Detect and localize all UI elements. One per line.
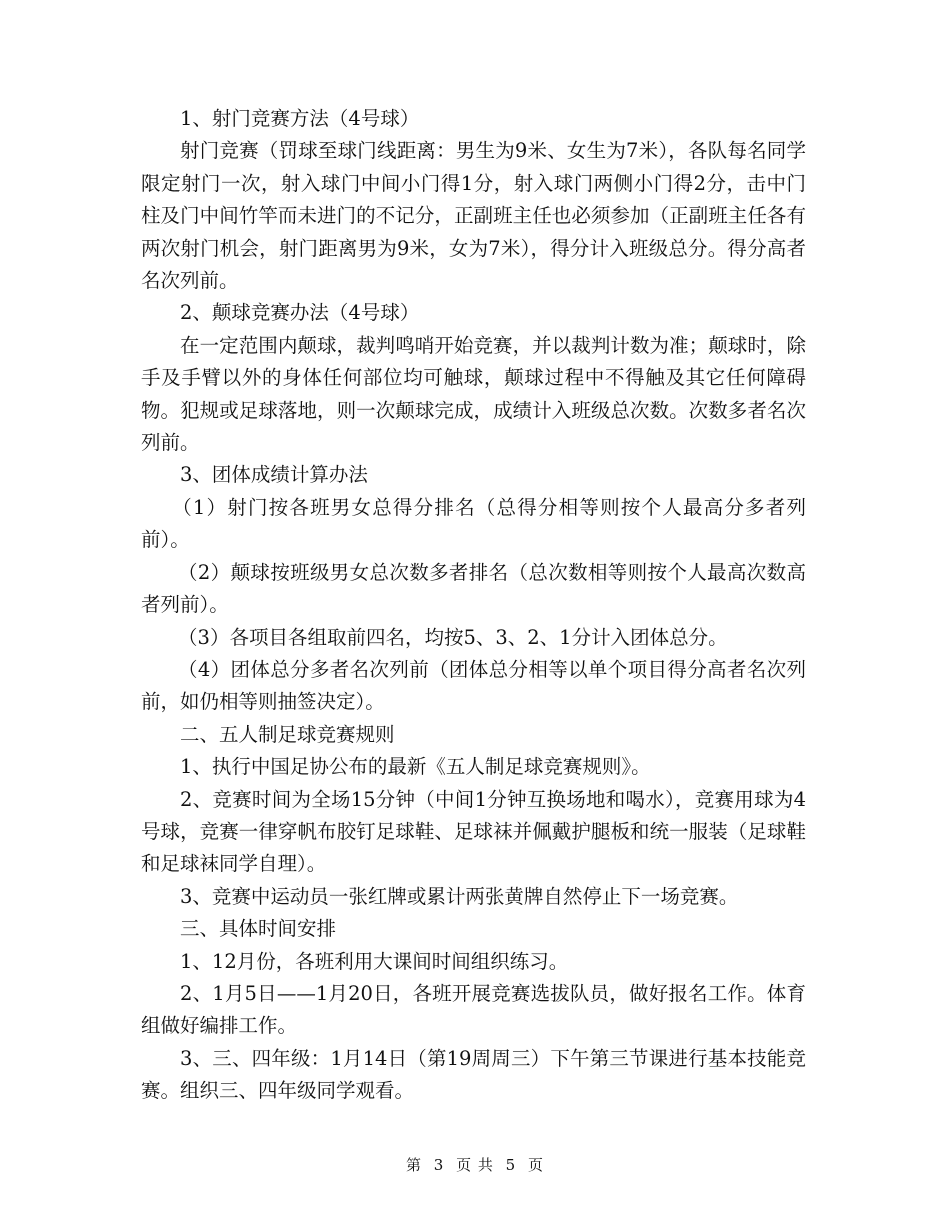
footer-prefix: 第 [405,1156,422,1174]
schedule-item-3: 3、三、四年级：1月14日（第19周周三）下午第三节课进行基本技能竞赛。组织三、四年级同学观看。 [141,1046,806,1103]
item-team-score-3: （3）各项目各组取前四名，均按5、3、2、1分计入团体总分。 [178,625,728,649]
footer-middle: 页 共 [456,1156,494,1174]
paragraph-juggling-rules: 在一定范围内颠球，裁判鸣哨开始竞赛，并以裁判计数为准；颠球时，除手及手臂以外的身体任何部位均可触球，颠球过程中不得触及其它任何障碍物。犯规或足球落地，则一次颠球完成，成绩计入班级总次数。次数多者名次列前。 [141,333,806,455]
item-team-score-2: （2）颠球按班级男女总次数多者排名（总次数相等则按个人最高次数高者列前）。 [141,560,806,617]
section-heading-futsal-rules: 二、五人制足球竞赛规则 [180,722,395,746]
heading-team-score: 3、团体成绩计算办法 [180,463,368,487]
footer-total-pages: 5 [505,1156,517,1174]
item-team-score-1: （1）射门按各班男女总得分排名（总得分相等则按个人最高分多者列前）。 [141,495,806,552]
futsal-rule-3: 3、竞赛中运动员一张红牌或累计两张黄牌自然停止下一场竞赛。 [180,884,739,908]
heading-juggling-method: 2、颠球竞赛办法（4号球） [180,301,420,325]
document-body [141,103,806,1108]
item-team-score-4: （4）团体总分多者名次列前（团体总分相等以单个项目得分高者名次列前，如仍相等则抽签决定）。 [141,657,806,714]
futsal-rule-2: 2、竞赛时间为全场15分钟（中间1分钟互换场地和喝水），竞赛用球为4号球，竞赛一律穿帆布胶钉足球鞋、足球袜并佩戴护腿板和统一服装（足球鞋和足球袜同学自理）。 [141,787,806,876]
schedule-item-1: 1、12月份，各班利用大课间时间组织练习。 [180,949,569,973]
futsal-rule-1: 1、执行中国足协公布的最新《五人制足球竞赛规则》。 [180,755,651,779]
schedule-item-2: 2、1月5日——1月20日，各班开展竞赛选拔队员，做好报名工作。体育组做好编排工作。 [141,981,806,1038]
footer-page-number: 3 [433,1156,445,1174]
footer-suffix: 页 [528,1156,545,1174]
paragraph-shooting-rules: 射门竞赛（罚球至球门线距离：男生为9米、女生为7米），各队每名同学限定射门一次，射入球门中间小门得1分，射入球门两侧小门得2分，击中门柱及门中间竹竿而未进门的不记分，正副班主任也必须参加（正副班主任各有两次射门机会，射门距离男为9米，女为7米），得分计入班级总分。得分高者名次列前。 [141,139,806,293]
page-footer [0,1156,950,1174]
heading-shooting-method: 1、射门竞赛方法（4号球） [180,107,420,130]
section-heading-schedule: 三、具体时间安排 [180,917,337,941]
